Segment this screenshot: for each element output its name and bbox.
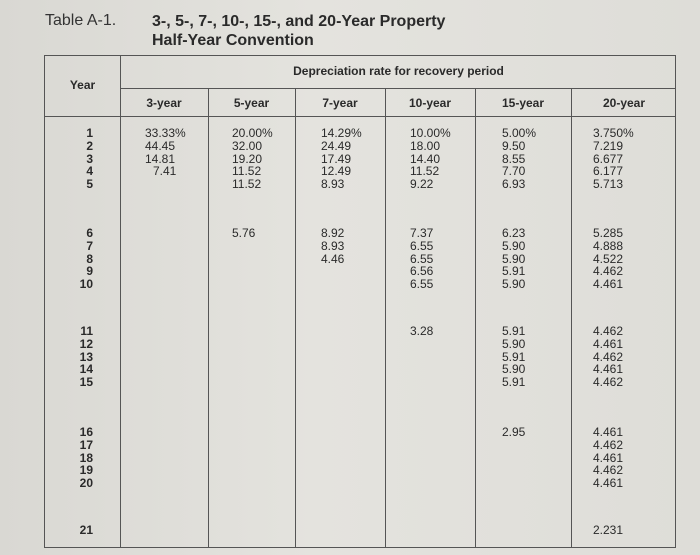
rate-cell: 11.52 — [410, 164, 440, 179]
rate-cell: 5.00% — [502, 126, 537, 140]
year-cell: 2 — [86, 138, 93, 153]
rate-cell: 4.46 — [321, 251, 345, 266]
year-cell: 20 — [79, 476, 93, 491]
rate-cell: 5.90 — [502, 251, 526, 266]
depreciation-table — [44, 55, 676, 548]
column-rule — [571, 88, 572, 547]
rate-cell: 5.76 — [232, 226, 256, 240]
rate-cell: 7.37 — [410, 226, 434, 240]
rate-cell: 4.462 — [593, 463, 624, 478]
rate-cell: 5.90 — [502, 238, 526, 253]
year-cell: 11 — [80, 324, 93, 338]
rate-cell: 4.522 — [593, 251, 624, 266]
year-cell: 15 — [79, 375, 93, 390]
rate-cell: 4.461 — [593, 425, 624, 439]
year-cell: 17 — [79, 437, 93, 452]
rate-cell: 4.461 — [593, 277, 624, 292]
rate-cell: 8.93 — [321, 238, 345, 253]
rate-cell: 17.49 — [321, 151, 352, 166]
year-cell: 13 — [79, 349, 93, 364]
header-rule — [45, 116, 675, 117]
year-cell: 5 — [86, 177, 93, 192]
rate-cell: 11.52 — [232, 177, 262, 192]
rate-cell: 6.677 — [593, 151, 624, 166]
rate-cell: 7.219 — [593, 138, 624, 153]
rate-cell: 4.461 — [593, 336, 624, 351]
year-cell: 19 — [79, 463, 93, 478]
year-cell: 10 — [79, 277, 93, 292]
rate-cell: 2.231 — [593, 523, 624, 537]
rate-cell: 6.23 — [502, 226, 526, 240]
year-cell: 8 — [86, 251, 93, 266]
rate-cell: 14.40 — [410, 151, 441, 166]
rate-cell: 11.52 — [232, 164, 262, 179]
rate-cell: 20.00% — [232, 126, 273, 140]
rate-cell: 8.93 — [321, 177, 345, 192]
rate-cell: 6.55 — [410, 277, 434, 292]
rate-cell: 4.888 — [593, 238, 624, 253]
column-header: 7-year — [322, 96, 358, 110]
rate-cell: 4.462 — [593, 324, 624, 338]
table-title-line-2: Half-Year Convention — [152, 32, 314, 49]
column-header: 10-year — [408, 96, 452, 110]
rate-cell: 3.750% — [593, 126, 634, 140]
rate-cell: 5.90 — [502, 277, 526, 292]
year-cell: 4 — [86, 164, 93, 179]
year-cell: 1 — [86, 126, 93, 140]
column-header: 20-year — [602, 96, 646, 110]
rate-cell: 4.462 — [593, 349, 624, 364]
rate-cell: 4.462 — [593, 264, 624, 279]
rate-cell: 3.28 — [410, 324, 434, 338]
column-rule — [295, 88, 296, 547]
rate-cell: 4.461 — [593, 362, 624, 377]
rate-cell: 4.461 — [593, 476, 624, 491]
rate-cell: 8.55 — [502, 151, 526, 166]
rate-cell: 6.93 — [502, 177, 526, 192]
rate-cell: 6.177 — [593, 164, 624, 179]
rate-cell: 5.91 — [502, 264, 526, 279]
rate-cell: 44.45 — [145, 138, 176, 153]
rate-cell: 19.20 — [232, 151, 263, 166]
column-header: 3-year — [146, 96, 182, 110]
rate-cell: 5.713 — [593, 177, 624, 192]
column-rule — [208, 88, 209, 547]
rate-cell: 7.70 — [502, 164, 526, 179]
rate-cell: 6.56 — [410, 264, 434, 279]
year-cell: 7 — [86, 238, 93, 253]
rate-cell: 4.462 — [593, 437, 624, 452]
rate-cell: 5.90 — [502, 336, 526, 351]
rate-cell: 9.22 — [410, 177, 434, 192]
recovery-period-header: Depreciation rate for recovery period — [293, 64, 504, 78]
table-title — [152, 12, 445, 50]
rate-cell: 24.49 — [321, 138, 352, 153]
rate-cell: 5.91 — [502, 349, 526, 364]
rate-cell: 4.462 — [593, 375, 624, 390]
rate-cell: 2.95 — [502, 425, 526, 439]
year-cell: 9 — [86, 264, 93, 279]
rate-cell: 6.55 — [410, 251, 434, 266]
rate-cell: 10.00% — [410, 126, 451, 140]
rate-cell: 14.29% — [321, 126, 362, 140]
table-label: Table A-1. — [45, 12, 117, 29]
rate-cell: 14.81 — [145, 151, 176, 166]
rate-cell: 18.00 — [410, 138, 441, 153]
table-title-line-1: 3-, 5-, 7-, 10-, 15-, and 20-Year Property — [152, 13, 446, 30]
year-cell: 12 — [79, 336, 93, 351]
rate-cell: 4.461 — [593, 450, 624, 465]
rate-cell: 9.50 — [502, 138, 526, 153]
rate-cell: 32.00 — [232, 138, 263, 153]
column-rule — [385, 88, 386, 547]
column-rule — [120, 56, 121, 547]
column-header: 5-year — [233, 96, 270, 110]
column-header: 15-year — [501, 96, 545, 110]
rate-cell: 12.49 — [321, 164, 352, 179]
rate-cell: 33.33% — [145, 126, 186, 140]
column-rule — [475, 88, 476, 547]
year-cell: 18 — [79, 450, 93, 465]
rate-cell: 5.91 — [502, 375, 526, 390]
year-header: Year — [69, 78, 96, 92]
rate-cell: 7.41 — [153, 164, 177, 179]
rate-cell: 6.55 — [410, 238, 434, 253]
year-cell: 3 — [86, 151, 93, 166]
rate-cell: 8.92 — [321, 226, 345, 240]
year-cell: 16 — [79, 425, 93, 439]
rate-cell: 5.285 — [593, 226, 624, 240]
year-cell: 14 — [79, 362, 93, 377]
rate-cell: 5.90 — [502, 362, 526, 377]
header-rule — [120, 88, 675, 89]
year-cell: 21 — [79, 523, 93, 537]
year-cell: 6 — [86, 226, 93, 240]
rate-cell: 5.91 — [502, 324, 526, 338]
